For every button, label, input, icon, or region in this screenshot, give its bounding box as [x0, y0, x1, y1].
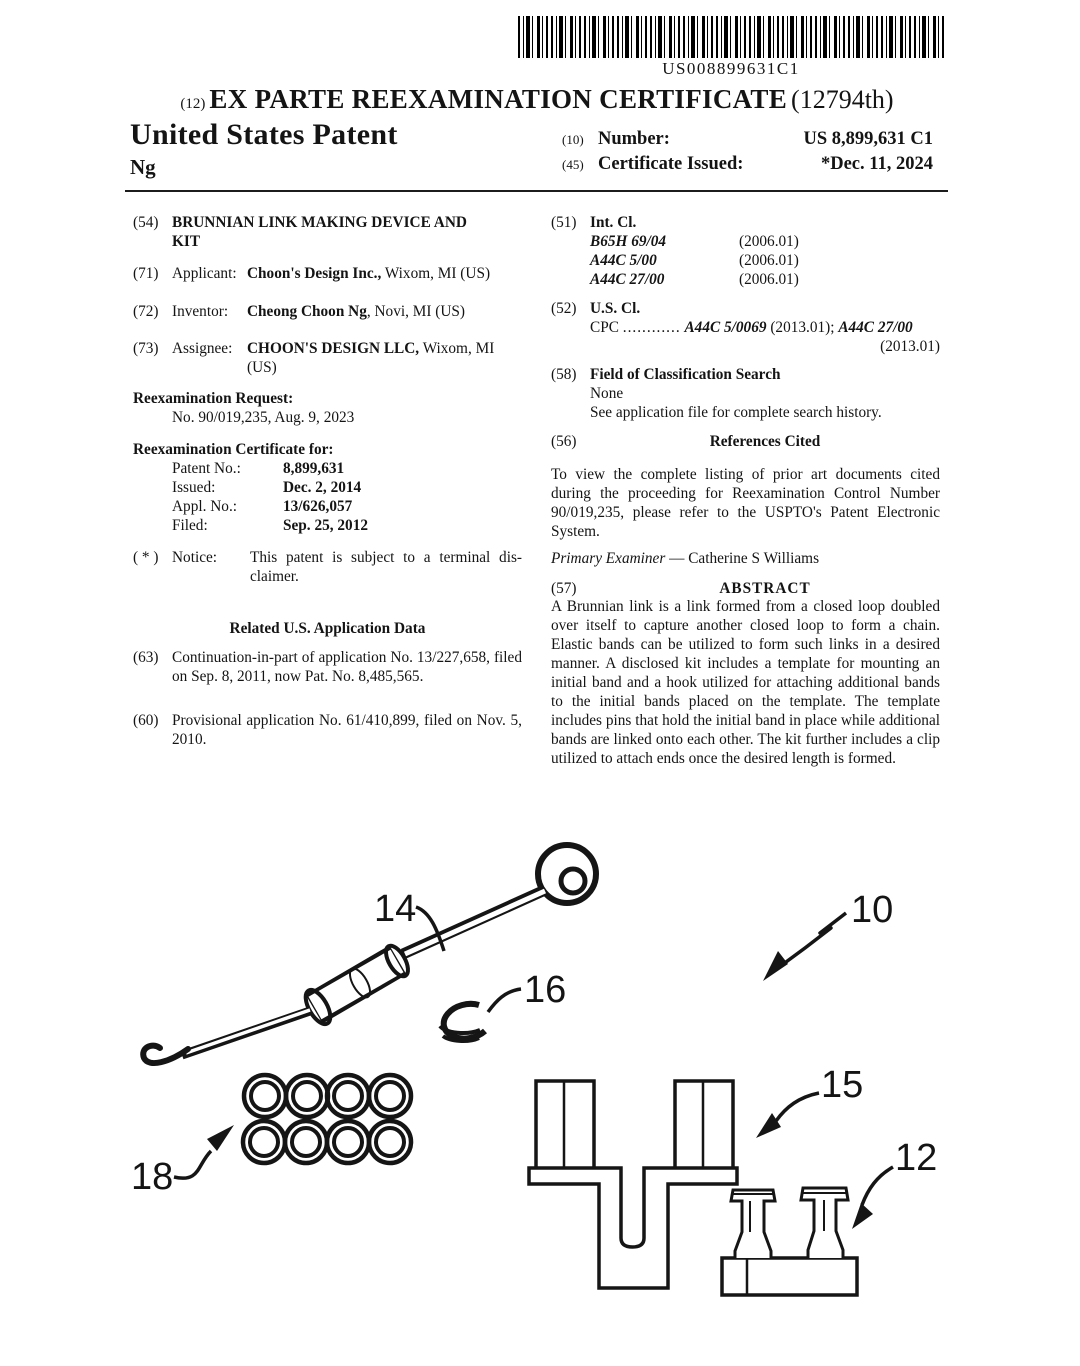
cert-row-issued [172, 478, 522, 497]
pins-figure [722, 1137, 937, 1295]
figure-label-14: 14 [374, 888, 417, 930]
reexamination-certificate [133, 440, 522, 535]
band-ring-inner [293, 1082, 321, 1110]
examiner-label: Primary Examiner [551, 550, 666, 567]
assignee-line [172, 339, 522, 377]
elastic-bands-figure [131, 1075, 411, 1198]
search-history-note: See application file for complete search history. [590, 404, 882, 421]
invention-title-line2: KIT [172, 233, 201, 250]
united-states-patent-label: United States Patent [130, 118, 398, 151]
field-51-code: (51) [551, 214, 577, 231]
assignee-label: Assignee: [172, 340, 233, 357]
applicant-line [172, 264, 522, 283]
field-63-code: (63) [133, 649, 159, 666]
masthead-left [130, 118, 398, 180]
patent-figure [0, 790, 1080, 1366]
cert-row-value: Dec. 2, 2014 [283, 479, 362, 496]
cpc-label: CPC [590, 319, 619, 336]
field-60-code: (60) [133, 712, 159, 729]
inventor-location: , Novi, MI (US) [366, 303, 466, 320]
references-paragraph: To view the complete listing of prior art documents cited during the proceeding for Reexamination Control Number 90/019,235, please refer to the USPTO's Patent Electronic System. [551, 466, 940, 540]
band-ring-inner [334, 1082, 362, 1110]
applicant-location: Wixom, MI (US) [381, 265, 491, 282]
arrowhead-12 [852, 1203, 873, 1229]
field-73-code: (73) [133, 340, 159, 357]
cert-row-value: 13/626,057 [283, 498, 353, 515]
field-73-assignee [133, 339, 522, 377]
leader-line-16 [488, 989, 521, 1012]
issued-label: Certificate Issued: [598, 154, 744, 174]
references-heading-row [551, 432, 940, 451]
notice-text-line1: This patent is subject to a terminal dis- [250, 549, 522, 566]
band-row-1 [244, 1075, 411, 1117]
leader-line-15 [776, 1093, 819, 1121]
int-cl-row [590, 270, 940, 289]
int-cl-heading-row [551, 213, 940, 232]
document-title-line [128, 84, 946, 115]
kind-code: (12) [180, 96, 206, 112]
field-71-applicant [133, 264, 522, 283]
reexam-request-heading: Reexamination Request: [133, 390, 294, 407]
figure-label-15: 15 [821, 1064, 864, 1106]
left-column [133, 213, 522, 768]
field-52-us-cl [551, 299, 940, 356]
assignee-country: (US) [247, 359, 277, 376]
field-56-references [551, 432, 940, 541]
figure-label-10: 10 [851, 889, 894, 931]
cert-row-value: 8,899,631 [283, 460, 345, 477]
applicant-name: Choon's Design Inc., [247, 265, 382, 282]
field-60-provisional [133, 711, 522, 749]
band-ring-inner [376, 1128, 404, 1156]
clip-figure [440, 969, 566, 1041]
band-row-2 [243, 1121, 411, 1163]
document-title: EX PARTE REEXAMINATION CERTIFICATE [209, 84, 788, 114]
barcode-number: US008899631C1 [662, 59, 800, 78]
number-field-code: (10) [562, 132, 584, 147]
arrowhead-18 [207, 1125, 234, 1151]
notice-label: Notice: [172, 549, 218, 566]
notice-text [250, 548, 522, 586]
terminal-disclaimer-notice [133, 548, 522, 586]
band-ring-inner [376, 1082, 404, 1110]
field-52-code: (52) [551, 300, 577, 317]
arrowhead-10 [763, 951, 788, 981]
figure-label-18: 18 [131, 1156, 174, 1198]
class-version: (2006.01) [739, 271, 799, 288]
us-cl-heading-row [551, 299, 940, 318]
applicant-label: Applicant: [172, 265, 237, 282]
figure-label-16: 16 [524, 969, 567, 1011]
leader-line-10 [786, 913, 846, 962]
class-version: (2006.01) [739, 233, 799, 250]
int-cl-row [590, 251, 940, 270]
band-ring-inner [251, 1082, 279, 1110]
field-54-code: (54) [133, 214, 159, 231]
abstract-heading-row [551, 579, 940, 598]
patent-number-row [562, 129, 933, 150]
inventor-label: Inventor: [172, 303, 229, 320]
number-label: Number: [598, 129, 670, 149]
field-58-code: (58) [551, 366, 577, 383]
abstract-heading: ABSTRACT [719, 580, 811, 597]
notice-text-line2: claimer. [250, 568, 299, 585]
patent-number-value: US 8,899,631 C1 [803, 129, 933, 149]
cpc-line [590, 318, 940, 356]
reexam-request-number: No. 90/019,235, Aug. 9, 2023 [172, 409, 355, 426]
band-ring-inner [334, 1128, 362, 1156]
issued-field-code: (45) [562, 157, 584, 172]
class-name: A44C 27/00 [590, 271, 665, 288]
hook-tool-figure [143, 845, 596, 1063]
reexam-cert-heading: Reexamination Certificate for: [133, 441, 334, 458]
pin-left [731, 1190, 775, 1258]
cert-row-appl-no [172, 497, 522, 516]
class-name: B65H 69/04 [590, 233, 667, 250]
cert-row-label: Issued: [172, 479, 216, 496]
int-cl-row [590, 232, 940, 251]
notice-code: ( * ) [133, 549, 159, 566]
kit-reference-arrow [763, 889, 893, 981]
field-58-classification-search [551, 365, 940, 422]
certificate-issued-row [562, 154, 933, 175]
invention-title [172, 213, 522, 251]
examiner-name: — Catherine S Williams [665, 550, 820, 567]
field-51-int-cl [551, 213, 940, 289]
references-heading: References Cited [709, 433, 821, 450]
band-ring-inner [292, 1128, 320, 1156]
class-name: A44C 5/00 [590, 252, 657, 269]
assignee-name: CHOON'S DESIGN LLC, [247, 340, 420, 357]
field-72-inventor [133, 302, 522, 321]
int-cl-heading: Int. Cl. [590, 214, 637, 231]
hook-rod-highlight [405, 891, 545, 954]
provisional-text: Provisional application No. 61/410,899, filed on Nov. 5, 2010. [172, 712, 522, 748]
invention-title-line1: BRUNNIAN LINK MAKING DEVICE AND [172, 214, 467, 231]
field-57-code: (57) [551, 580, 577, 597]
search-none: None [590, 385, 624, 402]
assignee-location: Wixom, MI [419, 340, 495, 357]
cpc-dots: ............ [622, 319, 681, 336]
leader-line-12 [862, 1167, 893, 1205]
cpc-tail-version: (2013.01) [880, 338, 940, 355]
related-data-heading: Related U.S. Application Data [229, 620, 426, 637]
continuation-text: Continuation-in-part of application No. 13/227,658, filed on Sep. 8, 2011, now Pat. No. 8,485,565. [172, 649, 522, 685]
class-version: (2006.01) [739, 252, 799, 269]
cpc-class-1: A44C 5/0069 [684, 319, 767, 336]
bibliographic-columns [133, 213, 939, 768]
us-cl-heading: U.S. Cl. [590, 300, 641, 317]
hook-tip [143, 1046, 188, 1063]
cert-row-label: Patent No.: [172, 460, 241, 477]
certificate-ordinal: (12794th) [791, 85, 894, 114]
inventor-line [172, 302, 522, 321]
cert-row-value: Sep. 25, 2012 [283, 517, 368, 534]
right-column [551, 213, 940, 768]
cpc-class-2: A44C 27/00 [838, 319, 913, 336]
field-54-title [133, 213, 522, 251]
figure-label-12: 12 [895, 1137, 938, 1179]
abstract-paragraph: A Brunnian link is a link formed from a closed loop doubled over itself to capture another closed loop to form a chain. Elastic bands can be utilized to form such links in a desired manner. A disclosed kit includes a template for mounting an initial band and a hook utilized for attaching additional bands to the initial bands placed on the template. The template includes pins that hold the initial band in place while additional bands are linked onto each other. The kit further includes a clip utilized to attach ends once the desired length is formed. [551, 598, 940, 767]
primary-examiner-line [551, 549, 940, 568]
template-base [529, 1168, 737, 1288]
cert-row-patent-no [172, 459, 522, 478]
masthead-divider [125, 190, 948, 192]
reexam-cert-rows [172, 459, 522, 535]
pin-base [722, 1258, 857, 1295]
barcode-block [518, 16, 944, 79]
field-57-abstract [551, 579, 940, 768]
hook-shaft-highlight [186, 1010, 310, 1053]
cert-row-label: Appl. No.: [172, 498, 238, 515]
reexamination-request [133, 389, 522, 427]
inventor-name: Cheong Choon Ng [247, 303, 367, 320]
barcode-image [518, 16, 944, 58]
leader-line-18 [174, 1151, 211, 1178]
hook-loop-inner [561, 869, 585, 893]
cpc-mid: (2013.01); [766, 319, 839, 336]
field-71-code: (71) [133, 265, 159, 282]
inventor-surname: Ng [130, 155, 156, 179]
search-heading: Field of Classification Search [590, 366, 781, 383]
field-72-code: (72) [133, 303, 159, 320]
cert-row-label: Filed: [172, 517, 208, 534]
field-63-continuation [133, 648, 522, 686]
masthead-right [562, 129, 933, 179]
field-56-code: (56) [551, 433, 577, 450]
cert-row-filed [172, 516, 522, 535]
issued-date-value: *Dec. 11, 2024 [820, 154, 933, 174]
band-ring-inner [250, 1128, 278, 1156]
search-heading-row [551, 365, 940, 384]
